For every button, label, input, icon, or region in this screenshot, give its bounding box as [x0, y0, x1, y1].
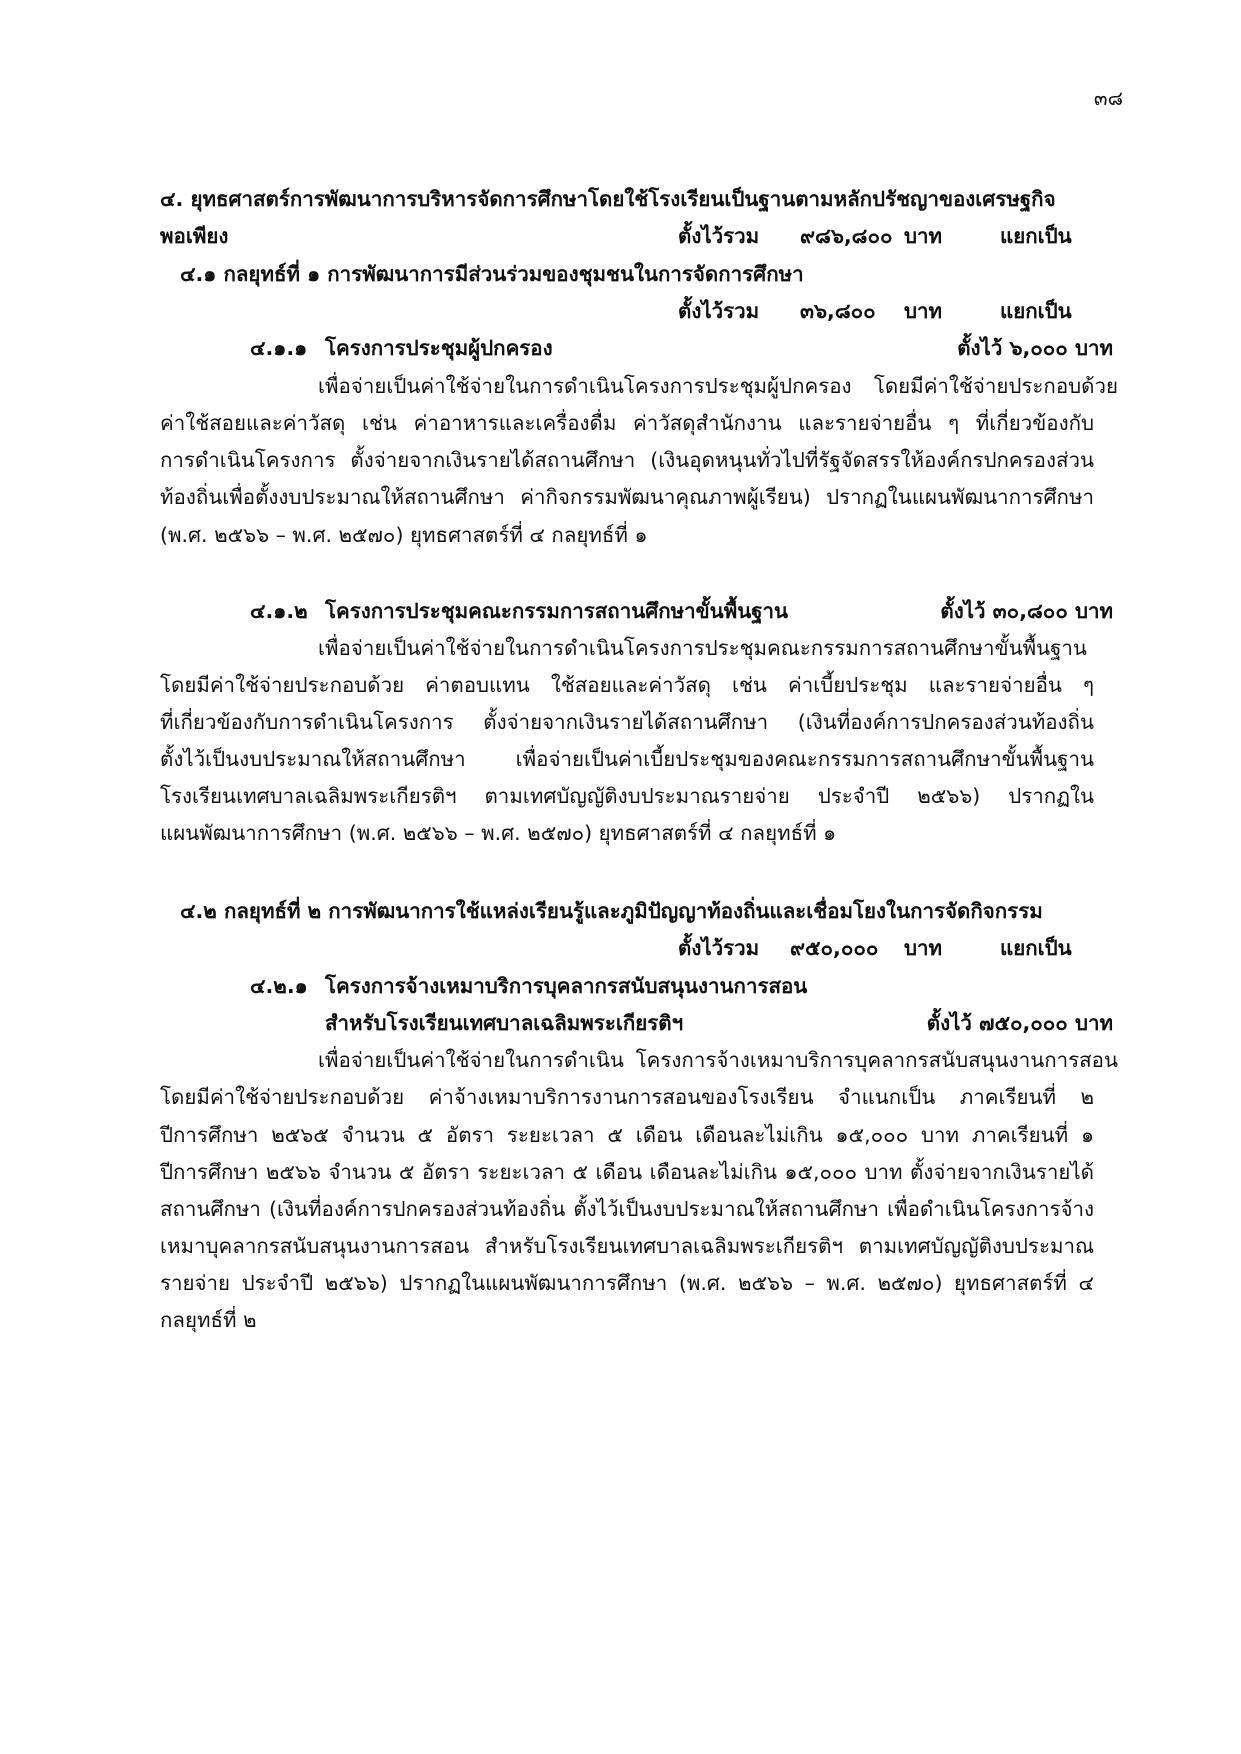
- strategy-total-label: ตั้งไว้รวม: [678, 224, 760, 248]
- project-4-1-2-budget: ตั้งไว้ ๓๐,๘๐๐ บาท: [940, 599, 1113, 623]
- project-4-2-1-desc-line: ปีการศึกษา ๒๕๖๖ จำนวน ๕ อัตรา ระยะเวลา ๕ เดือน เดือนละไม่เกิน ๑๕,๐๐๐ บาท ตั้งจ่ายจากเงินรายได้: [160, 1160, 1094, 1184]
- tactic-4-1-title: ๔.๑ กลยุทธ์ที่ ๑ การพัฒนาการมีส่วนร่วมของชุมชนในการจัดการศึกษา: [180, 262, 804, 286]
- tactic-4-1-total-unit: บาท: [904, 299, 943, 323]
- project-4-2-1-desc-line: สถานศึกษา (เงินที่องค์การปกครองส่วนท้องถิ่น ตั้งไว้เป็นงบประมาณให้สถานศึกษา เพื่อดำเนินโครงการจ้าง: [160, 1197, 1094, 1221]
- project-4-2-1-desc-line: เพื่อจ่ายเป็นค่าใช้จ่ายในการดำเนิน โครงการจ้างเหมาบริการบุคลากรสนับสนุนงานการสอน: [318, 1048, 1118, 1072]
- project-4-2-1-budget: ตั้งไว้ ๗๕๐,๐๐๐ บาท: [926, 1011, 1113, 1035]
- project-4-2-1-desc-line: รายจ่าย ประจำปี ๒๕๖๖) ปรากฏในแผนพัฒนาการศึกษา (พ.ศ. ๒๕๖๖ – พ.ศ. ๒๕๗๐) ยุทธศาสตร์ที่ ๔: [160, 1271, 1094, 1295]
- project-4-2-1-desc-line: เหมาบุคลากรสนับสนุนงานการสอน สำหรับโรงเรียนเทศบาลเฉลิมพระเกียรติฯ ตามเทศบัญญัติงบประมาณ: [160, 1234, 1094, 1258]
- project-4-2-1-number: ๔.๒.๑: [250, 974, 308, 998]
- project-4-1-1-desc-line: เพื่อจ่ายเป็นค่าใช้จ่ายในการดำเนินโครงการประชุมผู้ปกครอง โดยมีค่าใช้จ่ายประกอบด้วย: [318, 374, 1118, 398]
- project-4-1-2-title: โครงการประชุมคณะกรรมการสถานศึกษาขั้นพื้นฐาน: [325, 599, 789, 623]
- project-4-2-1-title-line1: โครงการจ้างเหมาบริการบุคลากรสนับสนุนงานการสอน: [325, 974, 808, 998]
- tactic-4-2-split-label: แยกเป็น: [1000, 936, 1072, 960]
- project-4-1-1-budget: ตั้งไว้ ๖,๐๐๐ บาท: [957, 336, 1113, 360]
- page-number: ๓๘: [1093, 86, 1123, 110]
- tactic-4-2-total-amount: ๙๕๐,๐๐๐: [790, 936, 879, 960]
- project-4-1-1-desc-line: ท้องถิ่นเพื่อตั้งงบประมาณให้สถานศึกษา ค่ากิจกรรมพัฒนาคุณภาพผู้เรียน) ปรากฏในแผนพัฒนาการศึกษา: [160, 485, 1094, 509]
- project-4-1-1-desc-line: การดำเนินโครงการ ตั้งจ่ายจากเงินรายได้สถานศึกษา (เงินอุดหนุนทั่วไปที่รัฐจัดสรรให้องค์กรปกครองส่วน: [160, 448, 1094, 472]
- strategy-title-line1: ๔. ยุทธศาสตร์การพัฒนาการบริหารจัดการศึกษาโดยใช้โรงเรียนเป็นฐานตามหลักปรัชญาของเศรษฐกิจ: [160, 187, 1056, 211]
- project-4-1-2-number: ๔.๑.๒: [250, 599, 308, 623]
- tactic-4-2-total-label: ตั้งไว้รวม: [678, 936, 760, 960]
- project-4-1-2-desc-line: โรงเรียนเทศบาลเฉลิมพระเกียรติฯ ตามเทศบัญญัติงบประมาณรายจ่าย ประจำปี ๒๕๖๖) ปรากฏใน: [160, 784, 1094, 808]
- tactic-4-1-total-label: ตั้งไว้รวม: [678, 299, 760, 323]
- project-4-1-2-desc-line: เพื่อจ่ายเป็นค่าใช้จ่ายในการดำเนินโครงการประชุมคณะกรรมการสถานศึกษาขั้นพื้นฐาน: [318, 636, 1087, 660]
- tactic-4-1-total-amount: ๓๖,๘๐๐: [800, 299, 876, 323]
- project-4-1-1-desc-line: (พ.ศ. ๒๕๖๖ – พ.ศ. ๒๕๗๐) ยุทธศาสตร์ที่ ๔ กลยุทธ์ที่ ๑: [160, 523, 648, 547]
- strategy-total-amount: ๙๘๖,๘๐๐: [800, 224, 893, 248]
- project-4-1-2-desc-line: แผนพัฒนาการศึกษา (พ.ศ. ๒๕๖๖ – พ.ศ. ๒๕๗๐) ยุทธศาสตร์ที่ ๔ กลยุทธ์ที่ ๑: [160, 821, 837, 845]
- tactic-4-2-title: ๔.๒ กลยุทธ์ที่ ๒ การพัฒนาการใช้แหล่งเรียนรู้และภูมิปัญญาท้องถิ่นและเชื่อมโยงในการจัดกิจกรรม: [180, 899, 1043, 923]
- project-4-1-2-desc-line: ที่เกี่ยวข้องกับการดำเนินโครงการ ตั้งจ่ายจากเงินรายได้สถานศึกษา (เงินที่องค์การปกครองส่วนท้องถิ่น: [160, 710, 1094, 734]
- tactic-4-2-total-unit: บาท: [904, 936, 943, 960]
- strategy-split-label: แยกเป็น: [1000, 224, 1072, 248]
- project-4-1-2-desc-line: ตั้งไว้เป็นงบประมาณให้สถานศึกษา เพื่อจ่ายเป็นค่าเบี้ยประชุมของคณะกรรมการสถานศึกษาขั้นพื้นฐาน: [160, 747, 1094, 771]
- project-4-2-1-desc-line: โดยมีค่าใช้จ่ายประกอบด้วย ค่าจ้างเหมาบริการงานการสอนของโรงเรียน จำแนกเป็น ภาคเรียนที่ ๒: [160, 1085, 1094, 1109]
- project-4-1-1-title: โครงการประชุมผู้ปกครอง: [325, 336, 553, 360]
- project-4-1-1-desc-line: ค่าใช้สอยและค่าวัสดุ เช่น ค่าอาหารและเครื่องดื่ม ค่าวัสดุสำนักงาน และรายจ่ายอื่น ๆ ที่เกี่ยวข้องกับ: [160, 411, 1094, 435]
- project-4-2-1-desc-line: ปีการศึกษา ๒๕๖๕ จำนวน ๕ อัตรา ระยะเวลา ๕ เดือน เดือนละไม่เกิน ๑๕,๐๐๐ บาท ภาคเรียนที่ ๑: [160, 1123, 1094, 1147]
- project-4-2-1-title-line2: สำหรับโรงเรียนเทศบาลเฉลิมพระเกียรติฯ: [325, 1011, 684, 1035]
- strategy-total-unit: บาท: [904, 224, 943, 248]
- tactic-4-1-split-label: แยกเป็น: [1000, 299, 1072, 323]
- project-4-1-1-number: ๔.๑.๑: [250, 336, 308, 360]
- strategy-title-line2: พอเพียง: [160, 224, 229, 248]
- project-4-1-2-desc-line: โดยมีค่าใช้จ่ายประกอบด้วย ค่าตอบแทน ใช้สอยและค่าวัสดุ เช่น ค่าเบี้ยประชุม และรายจ่ายอื่น ๆ: [160, 673, 1094, 697]
- project-4-2-1-desc-line: กลยุทธ์ที่ ๒: [160, 1308, 257, 1332]
